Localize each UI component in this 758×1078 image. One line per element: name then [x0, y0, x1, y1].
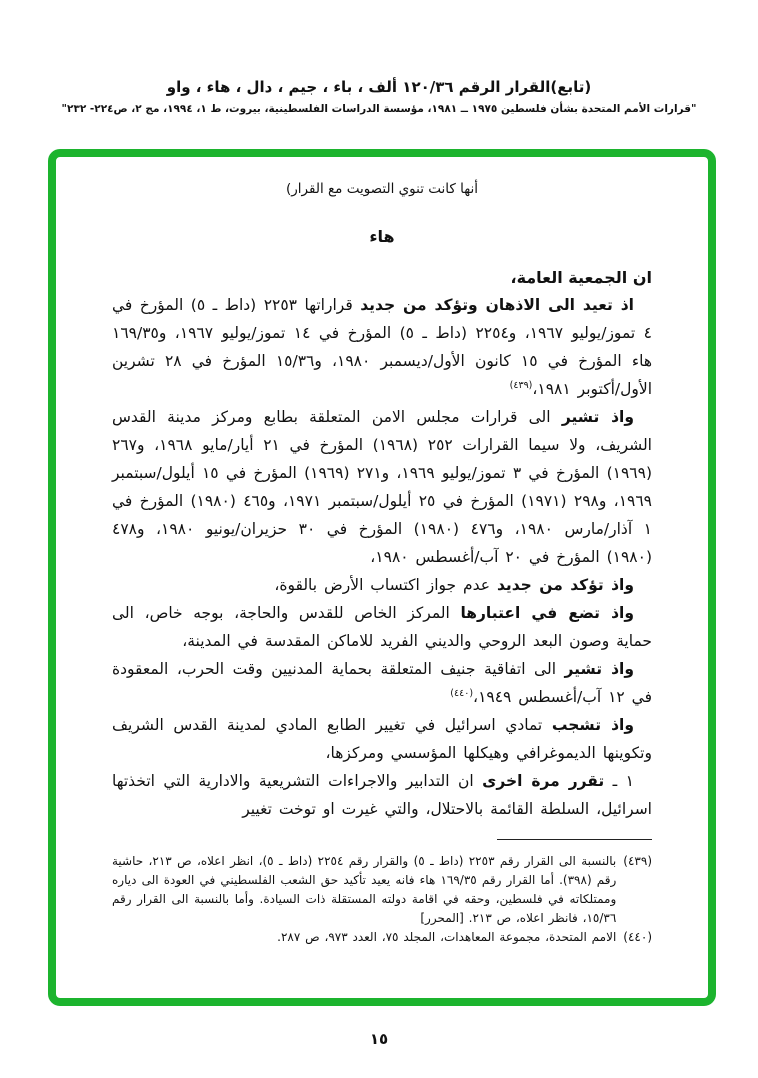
paragraph-text: تمادي اسرائيل في تغيير الطابع المادي لمدينة القدس الشريف وتكوينها الديموغرافي وهيكلها المؤسسي ومركزها،	[112, 716, 652, 762]
footnote-text: بالنسبة الى القرار رقم ٢٢٥٣ (داط ـ ٥) والقرار رقم ٢٢٥٤ (داط ـ ٥)، انظر اعلاه، ص ٢١٣، حاشية رقم (٣٩٨). أما القرار رقم ١٦٩/٣٥ هاء فانه يعيد تأكيد حق الشعب الفلسطيني في العودة الى دياره وممتلكاته في فلسطين، وحقه في اقامة دولته المستقلة ذات السيادة. وأما بالنسبة الى القرار رقم ١٥/٣٦، فانظر اعلاه، ص ٢١٣. [المحرر]	[112, 854, 617, 925]
bold-lead-in: واذ تشجب	[551, 716, 634, 734]
bold-lead-in: واذ تشير	[564, 660, 634, 678]
footnote-reference: (٤٤٠)	[450, 687, 474, 699]
bold-lead-in: واذ تشير	[561, 408, 634, 426]
section-letter-heading: هاء	[369, 227, 395, 246]
footnote-marker: (٤٤٠)	[623, 930, 652, 944]
carryover-parenthetical-line: أنها كانت تنوي التصويت مع القرار)	[286, 181, 478, 197]
paragraph-text: عدم جواز اكتساب الأرض بالقوة،	[274, 576, 497, 594]
page-number: ١٥	[369, 1030, 389, 1048]
footnote	[112, 852, 652, 928]
resolution-body	[112, 291, 652, 823]
paragraph-text: ١ ـ	[604, 772, 634, 790]
assembly-opening-line: ان الجمعية العامة،	[510, 268, 652, 287]
paragraph-text: المركز الخاص للقدس والحاجة، بوجه خاص، الى حماية وصون البعد الروحي والديني الفريد للاماكن المقدسة في المدينة،	[112, 604, 652, 650]
body-paragraph	[112, 655, 652, 711]
body-paragraph	[112, 291, 652, 403]
body-paragraph	[112, 571, 652, 599]
document-header	[30, 78, 728, 115]
source-citation: "قرارات الأمم المتحدة بشأن فلسطين ١٩٧٥ ــ ١٩٨١، مؤسسة الدراسات الفلسطينية، بيروت، ط ١، ١٩٩٤، مج ٢، ص٢٢٤- ٢٣٢"	[61, 103, 697, 115]
body-paragraph	[112, 711, 652, 767]
footnotes-block	[112, 852, 652, 947]
resolution-title: (تابع)القرار الرقم ١٢٠/٣٦ ألف ، باء ، جيم ، دال ، هاء ، واو	[166, 78, 592, 96]
body-paragraph	[112, 403, 652, 571]
paragraph-text: قراراتها ٢٢٥٣ (داط ـ ٥) المؤرخ في ٤ تموز/يوليو ١٩٦٧، و٢٢٥٤ (داط ـ ٥) المؤرخ في ١٤ تموز/يوليو ١٩٦٧، و١٦٩/٣٥ هاء المؤرخ في ١٥ كانون الأول/ديسمبر ١٩٨٠، و١٥/٣٦ المؤرخ في ٢٨ تشرين الأول/أكتوبر ١٩٨١،	[112, 296, 652, 398]
bold-lead-in: تقرر مرة اخرى	[482, 772, 605, 790]
footnote-reference: (٤٣٩)	[509, 379, 533, 391]
paragraph-text: الى قرارات مجلس الامن المتعلقة بطابع ومركز مدينة القدس الشريف، ولا سيما القرارات ٢٥٢ (١٩٦٨) المؤرخ في ٢١ أيار/مايو ١٩٦٨، و٢٦٧ (١٩٦٩) المؤرخ في ٣ تموز/يوليو ١٩٦٩، و٢٧١ (١٩٦٩) المؤرخ في ١٥ أيلول/سبتمبر ١٩٦٩، و٢٩٨ (١٩٧١) المؤرخ في ٢٥ أيلول/سبتمبر ١٩٧١، و٤٦٥ (١٩٨٠) المؤرخ في ١ آذار/مارس ١٩٨٠، و٤٧٦ (١٩٨٠) المؤرخ في ٣٠ حزيران/يونيو ١٩٨٠، و٤٧٨ (١٩٨٠) المؤرخ في ٢٠ آب/أغسطس ١٩٨٠،	[112, 408, 652, 566]
green-border-frame	[48, 149, 716, 1006]
footnote-marker: (٤٣٩)	[623, 854, 652, 868]
bold-lead-in: واذ تؤكد من جديد	[496, 576, 634, 594]
paragraph-text: ان التدابير والاجراءات التشريعية والادارية التي اتخذتها اسرائيل، السلطة القائمة بالاحتلال، والتي غيرت او توخت تغيير	[112, 772, 652, 818]
footnote	[112, 928, 652, 947]
bold-lead-in: اذ تعيد الى الاذهان وتؤكد من جديد	[360, 296, 634, 314]
body-paragraph	[112, 767, 652, 823]
footnote-divider	[497, 839, 652, 840]
footnote-text: الامم المتحدة، مجموعة المعاهدات، المجلد ٧٥، العدد ٩٧٣، ص ٢٨٧.	[277, 930, 617, 944]
body-paragraph	[112, 599, 652, 655]
paragraph-text: الى اتفاقية جنيف المتعلقة بحماية المدنيين وقت الحرب، المعقودة في ١٢ آب/أغسطس ١٩٤٩،	[112, 660, 652, 706]
bold-lead-in: واذ تضع في اعتبارها	[460, 604, 634, 622]
